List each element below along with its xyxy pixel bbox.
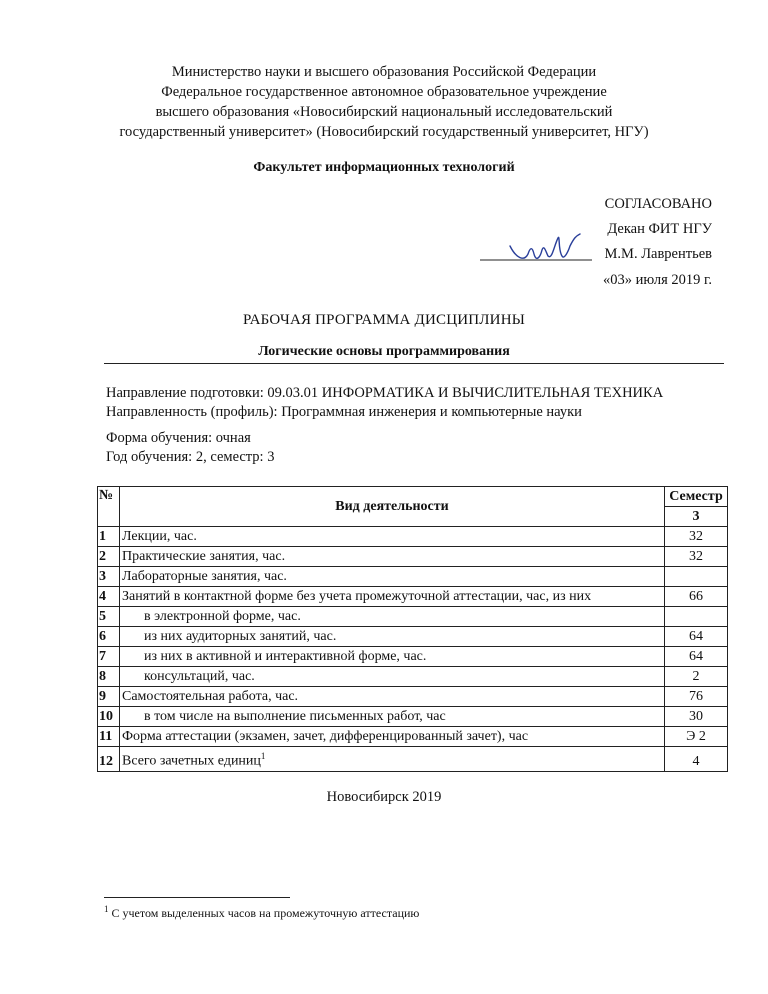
row-value: 76 [665,687,728,707]
study-form-line: Форма обучения: очная [106,430,251,446]
footnote-mark: 1 [260,751,266,761]
approval-status: СОГЛАСОВАНО [604,196,712,212]
row-number: 6 [98,627,120,647]
profile-line: Направленность (профиль): Программная инженерия и компьютерные науки [106,404,582,420]
table-row [98,567,728,587]
row-label: в том числе на выполнение письменных работ, час [120,707,665,727]
semester-number: 3 [665,507,728,527]
row-number: 8 [98,667,120,687]
university-line: государственный университет» (Новосибирский государственный университет, НГУ) [119,124,649,140]
study-year-line: Год обучения: 2, семестр: 3 [106,449,275,465]
row-number: 9 [98,687,120,707]
ministry-line: Министерство науки и высшего образования Российской Федерации [171,64,597,80]
row-label: Практические занятия, час. [120,547,665,567]
row-label: Форма аттестации (экзамен, зачет, дифференцированный зачет), час [120,727,665,747]
table-row [98,627,728,647]
row-number: 11 [98,727,120,747]
table-row [98,607,728,627]
city-year: Новосибирск 2019 [326,789,442,805]
row-label: из них аудиторных занятий, час. [120,627,665,647]
row-label: в электронной форме, час. [120,607,665,627]
row-label: Занятий в контактной форме без учета промежуточной аттестации, час, из них [120,587,665,607]
approval-position: Декан ФИТ НГУ [607,221,712,237]
row-number: 4 [98,587,120,607]
row-value: Э 2 [665,727,728,747]
row-value [665,567,728,587]
discipline-name: Логические основы программирования [258,344,510,359]
col-activity-header: Вид деятельности [120,487,665,527]
row-label: Всего зачетных единиц [122,753,261,769]
row-label: из них в активной и интерактивной форме, час. [120,647,665,667]
row-label-total [120,747,665,772]
row-label: консультаций, час. [120,667,665,687]
institution-name-line: высшего образования «Новосибирский национальный исследовательский [155,104,613,120]
table-row [98,707,728,727]
table-row [98,647,728,667]
table-row [98,527,728,547]
faculty-title: Факультет информационных технологий [253,160,515,175]
col-num-header: № [98,487,120,527]
footnote [104,904,419,921]
row-number: 10 [98,707,120,727]
row-number: 2 [98,547,120,567]
table-row [98,687,728,707]
row-value: 64 [665,647,728,667]
approval-name: М.М. Лаврентьев [604,246,712,262]
row-value: 2 [665,667,728,687]
footnote-separator [104,897,290,898]
row-value: 66 [665,587,728,607]
row-number: 3 [98,567,120,587]
institution-type-line: Федеральное государственное автономное образовательное учреждение [161,84,607,100]
table-row [98,727,728,747]
row-value: 32 [665,527,728,547]
row-value: 4 [665,747,728,772]
table-row [98,587,728,607]
row-value [665,607,728,627]
program-title: РАБОЧАЯ ПРОГРАММА ДИСЦИПЛИНЫ [242,312,526,328]
table-row [98,747,728,772]
signature [480,232,592,264]
col-semester-header: Семестр [665,487,728,507]
row-number: 7 [98,647,120,667]
row-label: Самостоятельная работа, час. [120,687,665,707]
row-value: 30 [665,707,728,727]
row-value: 32 [665,547,728,567]
approval-date: «03» июля 2019 г. [603,272,712,288]
footnote-text: С учетом выделенных часов на промежуточную аттестацию [111,906,420,920]
row-number: 5 [98,607,120,627]
table-row [98,547,728,567]
footnote-number: 1 [104,904,109,914]
discipline-underline [104,363,724,364]
row-value: 64 [665,627,728,647]
table-header-row [98,487,728,507]
row-label: Лабораторные занятия, час. [120,567,665,587]
direction-line: Направление подготовки: 09.03.01 ИНФОРМАТИКА И ВЫЧИСЛИТЕЛЬНАЯ ТЕХНИКА [106,385,664,401]
row-label: Лекции, час. [120,527,665,547]
table-row [98,667,728,687]
activity-table [97,486,728,772]
row-number: 1 [98,527,120,547]
row-number: 12 [98,747,120,772]
